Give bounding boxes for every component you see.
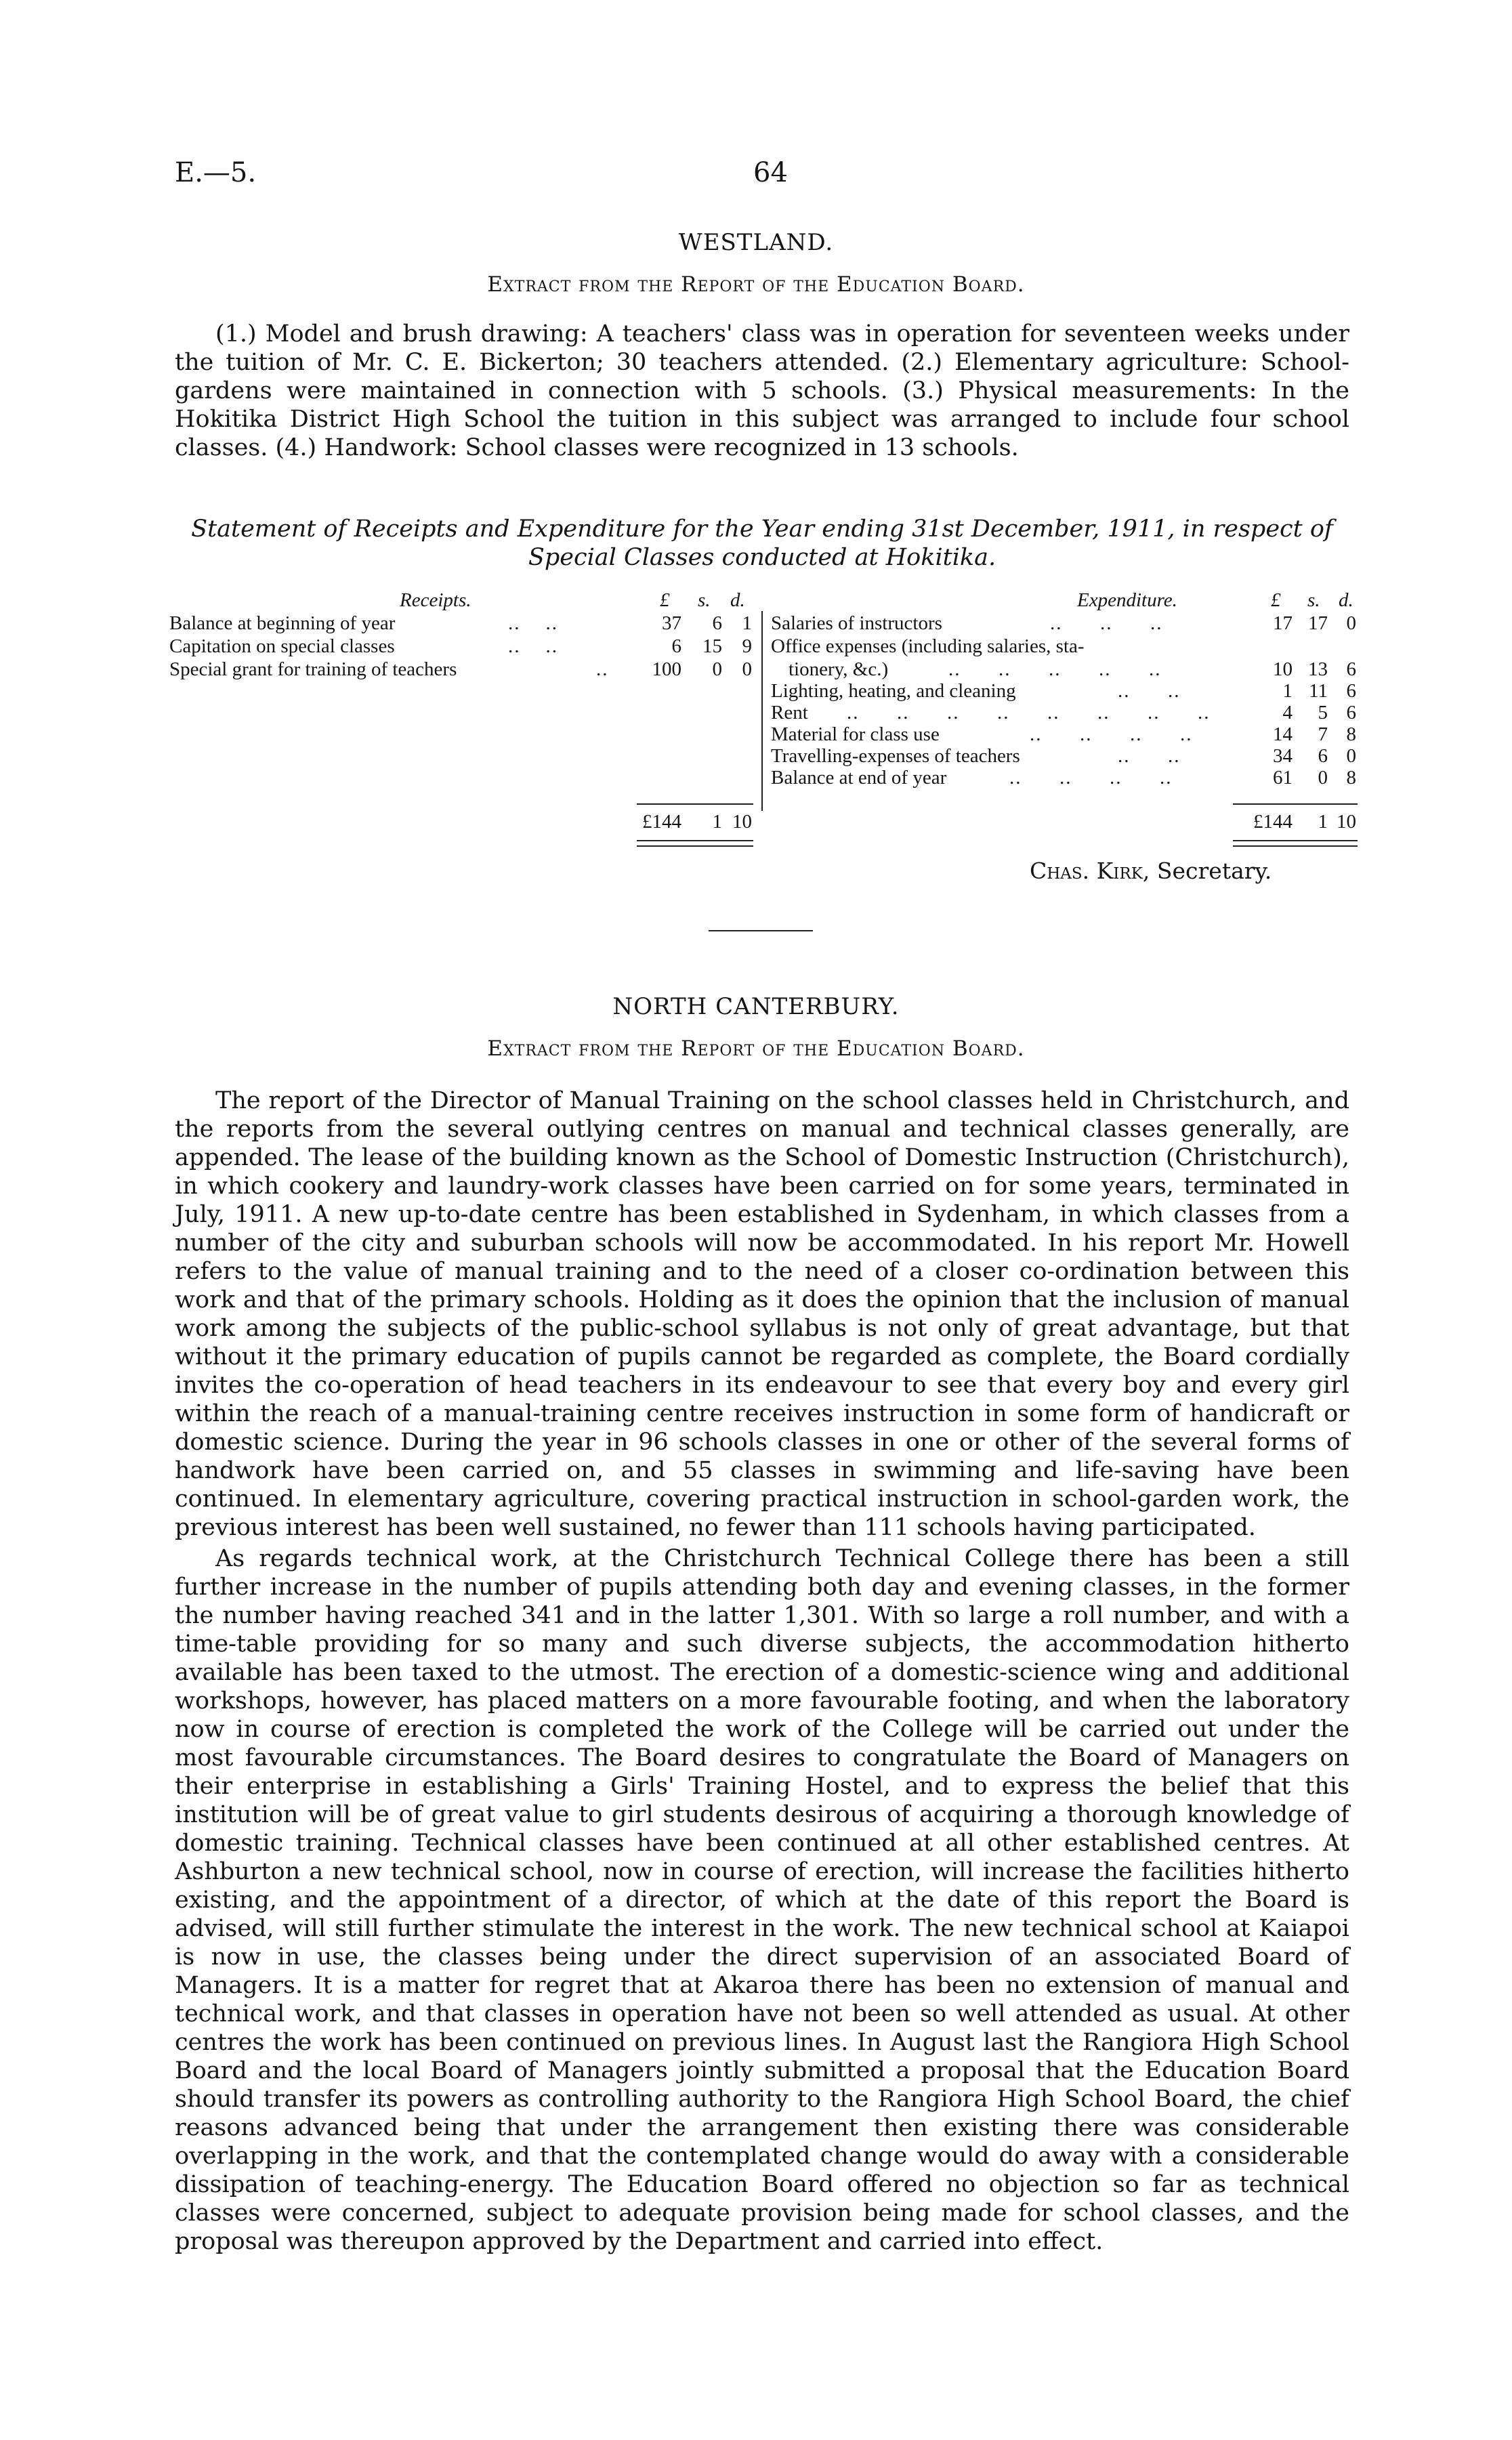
expenditure-pounds: 61 (1273, 767, 1293, 788)
receipt-label: Capitation on special classes (169, 635, 395, 657)
expenditure-pence: 0 (1346, 612, 1356, 634)
receipts-double-rule (637, 845, 753, 847)
expenditure-label: Balance at end of year (771, 767, 947, 788)
leader-dots: .. .. .. (1050, 612, 1163, 634)
expenditure-total-pence: 10 (1337, 811, 1356, 833)
leader-dots: .. .. (1118, 680, 1181, 702)
expenditure-pounds: 4 (1282, 702, 1293, 723)
signature-name: Chas. Kirk, (1030, 858, 1150, 884)
expenditure-pounds: 34 (1273, 745, 1293, 767)
receipt-pence: 0 (742, 658, 752, 680)
expenditure-shillings: 0 (1318, 767, 1328, 788)
westland-subtitle: Extract from the Report of the Education Board. (487, 272, 1025, 297)
signature (1030, 858, 1272, 884)
receipt-label: Balance at beginning of year (169, 612, 396, 634)
receipt-shillings: 6 (712, 612, 722, 634)
expenditure-shillings: 7 (1318, 723, 1328, 745)
expenditure-shillings-heading: s. (1307, 589, 1320, 611)
expenditure-label: Material for class use (771, 723, 940, 745)
expenditure-label: Lighting, heating, and cleaning (771, 680, 1016, 702)
receipt-pounds: 6 (671, 635, 681, 657)
westland-title: WESTLAND. (678, 229, 834, 256)
expenditure-shillings: 11 (1309, 680, 1328, 702)
leader-dots: .. .. .. .. .. (948, 658, 1162, 680)
expenditure-label-line1: Office expenses (including salaries, sta- (771, 635, 1085, 657)
leader-dots: .. .. (1118, 745, 1181, 767)
receipts-total-pounds: £144 (642, 811, 681, 833)
leader-dots: .. .. .. .. .. .. .. .. (847, 702, 1211, 723)
expenditure-shillings: 13 (1308, 658, 1328, 680)
receipts-pounds-heading: £ (660, 589, 670, 611)
receipts-shillings-heading: s. (698, 589, 711, 611)
north-canterbury-paragraph-2: As regards technical work, at the Christchurch Technical College there has been a still further increase in the number of pupils attending both day and evening classes, in the former the number having reached 341 and in the latter 1,301. With so large a roll number, and with a time-table providing for so many and such diverse subjects, the accommodation hitherto available has been taxed to the utmost. The erection of a domestic-science wing and additional workshops, however, has placed matters on a more favourable footing, and when the laboratory now in course of erection is completed the work of the College will be carried out under the most favourable circumstances. The Board desires to congratulate the Board of Managers on their enterprise in establishing a Girls' Training Hostel, and to express the belief that this institution will be of great value to girl students desirous of acquiring a thorough knowledge of domestic training. Technical classes have been continued at all other established centres. At Ashburton a new technical school, now in course of erection, will increase the facilities hitherto existing, and the appointment of a director, of which at the date of this report the Board is advised, will still further stimulate the interest in the work. The new technical school at Kaiapoi is now in use, the classes being under the direct supervision of an associated Board of Managers. It is a matter for regret that at Akaroa there has been no extension of manual and technical work, and that classes in operation have not been so well attended as usual. At other centres the work has been continued on previous lines. In August last the Rangiora High School Board and the local Board of Managers jointly submitted a proposal that the Education Board should transfer its powers as controlling authority to the Rangiora High School Board, the chief reasons advanced being that under the arrangement then existing there was considerable overlapping in the work, and that the contemplated change would do away with a considerable dissipation of teaching-energy. The Education Board offered no objection so far as technical classes were concerned, subject to adequate provision being made for school classes, and the proposal was thereupon approved by the Department and carried into effect. (175, 1545, 1349, 2255)
receipts-heading: Receipts. (400, 589, 471, 611)
leader-dots: .. .. .. .. (1009, 767, 1173, 788)
receipt-pence: 1 (742, 612, 752, 634)
receipts-total-pence: 10 (732, 811, 752, 833)
expenditure-double-rule (1233, 840, 1358, 841)
receipt-pounds: 37 (662, 612, 681, 634)
expenditure-double-rule (1233, 845, 1358, 847)
westland-paragraph: (1.) Model and brush drawing: A teachers' class was in operation for seventeen weeks under the tuition of Mr. C. E. Bickerton; 30 teachers attended. (2.) Elementary agriculture: School-gardens were maintained in connection with 5 schools. (3.) Physical measurements: In the Hokitika District High School the tuition in this subject was arranged to include four school classes. (4.) Handwork: School classes were recognized in 13 schools. (175, 320, 1349, 461)
expenditure-pounds: 14 (1273, 723, 1293, 745)
expenditure-pounds: 10 (1273, 658, 1293, 680)
expenditure-label: Rent (771, 702, 808, 723)
expenditure-pence: 8 (1346, 723, 1356, 745)
leader-dots: .. (596, 658, 609, 680)
expenditure-pounds-heading: £ (1271, 589, 1281, 611)
expenditure-pence: 8 (1346, 767, 1356, 788)
expenditure-pence: 6 (1346, 680, 1356, 702)
receipts-total-shillings: 1 (712, 811, 722, 833)
expenditure-heading: Expenditure. (1077, 589, 1177, 611)
column-divider (761, 611, 763, 811)
leader-dots: .. .. (508, 635, 558, 657)
expenditure-pence-heading: d. (1339, 589, 1353, 611)
expenditure-label: Travelling-expenses of teachers (771, 745, 1020, 767)
north-canterbury-paragraph-1: The report of the Director of Manual Training on the school classes held in Christchurch, and the reports from the several outlying centres on manual and technical classes generally, are appended. The lease of the building known as the School of Domestic Instruction (Christchurch), in which cookery and laundry-work classes have been carried on for some years, terminated in July, 1911. A new up-to-date centre has been established in Sydenham, in which classes from a number of the city and suburban schools will now be accommodated. In his report Mr. Howell refers to the value of manual training and to the need of a closer co-ordination between this work and that of the primary schools. Holding as it does the opinion that the inclusion of manual work among the subjects of the public-school syllabus is not only of great advantage, but that without it the primary education of pupils cannot be regarded as complete, the Board cordially invites the co-operation of head teachers in its endeavour to see that every boy and every girl within the reach of a manual-training centre receives instruction in some form of handicraft or domestic science. During the year in 96 schools classes in one or other of the several forms of handwork have been carried on, and 55 classes in swimming and life-saving have been continued. In elementary agriculture, covering practical instruction in school-garden work, the previous interest has been well sustained, no fewer than 111 schools having participated. (175, 1087, 1349, 1541)
receipts-total-rule (637, 803, 753, 805)
expenditure-total-rule (1233, 803, 1358, 805)
receipt-pence: 9 (742, 635, 752, 657)
north-canterbury-title: NORTH CANTERBURY. (612, 993, 900, 1020)
expenditure-shillings: 5 (1318, 702, 1328, 723)
north-canterbury-subtitle: Extract from the Report of the Education Board. (487, 1036, 1025, 1061)
receipt-pounds: 100 (652, 658, 681, 680)
expenditure-pounds: 17 (1273, 612, 1293, 634)
expenditure-label-line2: tionery, &c.) (789, 658, 889, 680)
leader-dots: .. .. (508, 612, 558, 634)
expenditure-pence: 6 (1346, 658, 1356, 680)
receipts-pence-heading: d. (730, 589, 745, 611)
expenditure-total-shillings: 1 (1318, 811, 1328, 833)
section-separator (709, 930, 813, 931)
receipt-shillings: 0 (712, 658, 722, 680)
expenditure-shillings: 6 (1318, 745, 1328, 767)
signature-role: Secretary. (1156, 858, 1272, 884)
expenditure-label: Salaries of instructors (771, 612, 942, 634)
page-number: 64 (753, 157, 788, 188)
expenditure-shillings: 17 (1308, 612, 1328, 634)
statement-title: Statement of Receipts and Expenditure for the Year ending 31st December, 1911, in respect of Special Classes conducted at Hokitika. (191, 516, 1333, 571)
document-code: E.—5. (175, 157, 257, 188)
receipts-double-rule (637, 840, 753, 841)
expenditure-pence: 0 (1346, 745, 1356, 767)
expenditure-pence: 6 (1346, 702, 1356, 723)
expenditure-pounds: 1 (1282, 680, 1293, 702)
expenditure-total-pounds: £144 (1253, 811, 1293, 833)
receipt-label: Special grant for training of teachers (169, 658, 457, 680)
leader-dots: .. .. .. .. (1030, 723, 1193, 745)
receipt-shillings: 15 (702, 635, 722, 657)
